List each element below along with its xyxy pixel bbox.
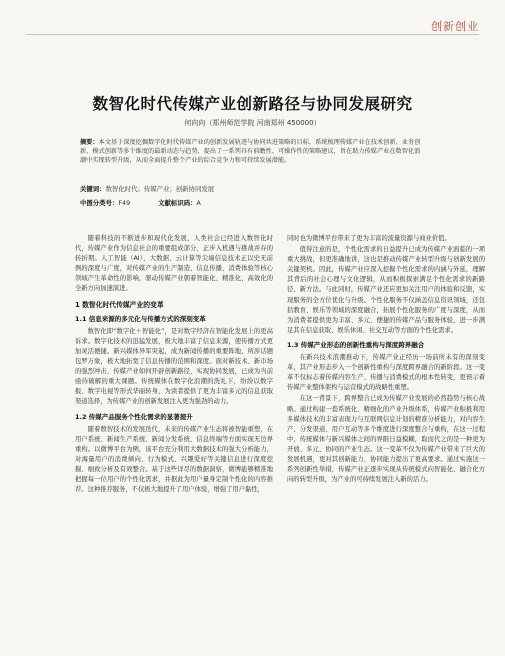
paragraph: 值得注意的是，个性化需求的日益提升已成为传媒产业面临的一项重大挑战，但更准确地讲，这也是推动传媒产业转型升级与创新发展的关键契机。因此，传媒产业应深入挖掘个性化需求的内涵与外延，理解其背后的社会心理与文化逻辑，从而积极探索满足个性化需求的新路径、新方法。与此同时，传媒产业还应更加关注用户的体验和反馈，实现服务的全方位优化与升级。个性化服务不仅涵盖信息资讯领域，还包括教育、娱乐等领域的深度融合，拓展个性化服务的广度与深度，从而为消费者提供更为丰富、多元、便捷的传媒产品与服务体验，进一步满足其在信息获取、娱乐休闲、社交互动等方面的个性化需求。 (287, 246, 485, 334)
right-column (287, 234, 485, 486)
author-line: 何向向（郑州师范学院 河南郑州 450000） (184, 119, 321, 127)
keywords-text: 数智化时代；传媒产业；创新协同发展 (105, 185, 215, 193)
heading-1: 1 数智化时代传媒产业的变革 (75, 300, 164, 309)
heading-1-3: 1.3 传媒产业形态的创新性重构与深度跨界融合 (287, 340, 425, 349)
section-tag: 创新创业 (431, 20, 479, 33)
article-title: 数智化时代传媒产业创新路径与协同发展研究 (92, 95, 413, 113)
paragraph: 在新兴技术浪潮推动下，传媒产业正经历一场前所未有的深刻变革，其产业形态步入一个创新性重构与深度跨界融合的新阶段。这一变革不仅标志着传媒内容生产、传播与消费模式的根本性转变，更预示着传媒产业整体架构与运营模式的战略性重塑。 (287, 354, 485, 392)
paragraph: 数智化即“数字化＋智能化”，是对数字经济在智能化发展上的更高诉求。数字化技术的迅猛发展，极大地丰富了信息来源，使传播方式更加灵活便捷。新兴媒体异军突起，成为新闻传播的重要阵地，所涉话题包罗万象，极大地拓宽了信息传播的范围和深度。面对新技术、新市场的强烈冲击，传媒产业如何开辟创新路径、实现协同发展，已成为当前亟待破解的重大课题。传统媒体在数字化浪潮的洗礼下，纷纷以数字报、数字电视等形式华丽转身，为读者提供了更为丰富多元的信息获取渠道选择，为传媒产业的创新发展注入更为强劲的动力。 (75, 327, 273, 406)
classification-meta (80, 198, 425, 207)
abstract (80, 138, 425, 166)
heading-1-1: 1.1 信息来源的多元化与传播方式的深刻变革 (75, 314, 206, 323)
paragraph: 在这一背景下，跨界整合已成为传媒产业发展的必然趋势与核心战略。通过构建一套系统化、精细化的产业升级体系，传媒产业积极利用多媒体技术的丰富表现力与互联网信息计划的精准分析能力，对内容生产、分发渠道、用户互动等多个维度进行深度整合与重构，在这一过程中，传统媒体与新兴媒体之间的界限日益模糊，取而代之的是一种更为开放、多元、协同的产业生态。这一变革不仅为传媒产业带来了巨大的发展机遇，更对其创新能力、协同能力提出了更高要求。通过实施这一系列创新性举措，传媒产业正逐步实现从传统模式向智能化、融合化方向的转型升级，为产业的可持续发展注入新的活力。 (287, 395, 485, 484)
abstract-label: 摘要： (80, 139, 99, 146)
keywords (80, 184, 425, 193)
heading-1-2: 1.2 传媒产品服务个性化需求的显著提升 (75, 412, 193, 421)
keywords-label: 关键词： (80, 185, 106, 193)
left-column (75, 234, 273, 496)
intro-paragraph: 随着科技的不断进步和现代化发展，人类社会已经进入数智化时代，传媒产业作为信息社会的重要组成部分，正步入机遇与挑战并存的转折期。人工智能（AI）、大数据、云计算等尖端信息技术正以史无前例的深度与广度，对传媒产业的生产制造、信息传播、消费体验等核心领域产生革命性的影响，驱动传媒产业朝着智能化、精准化、高效化的全新方向加速演进。 (75, 235, 273, 293)
top-rule (26, 34, 479, 35)
paragraph: 随着数智技术的发展迭代，未来的传媒产业生态将被智能重塑，在用户系统、新闻生产系统、新闻分发系统、信息终端等方面实现无边界重构。以微博平台为例，该平台充分利用大数据技术的强大分析能力，对海量用户的消费倾向、行为模式、兴趣爱好等关键信息进行深度挖掘、细致分析及有效整合。基于这些详尽的数据洞察，微博能够精准地把握每一位用户的个性化需求，并据此为用户量身定制个性化的内容推荐。这种推荐服务，不仅极大地提升了用户体验，增强了用户黏性， (75, 425, 273, 494)
abstract-text: 本文基于深度挖掘数字化时代传媒产业的创新发展轨迹与协同共进策略的目标，系统梳理传媒产业在技术创新、业务创新、模式创新等多个维度的最新动态与趋势，提出了一系列具有前瞻性、可操作性的策略建议，旨在助力传媒产业在数智化浪潮中实现转型升级，从而全面提升整个产业的综合竞争力和可持续发展潜能。 (80, 139, 421, 165)
paragraph-continued: 同时也为微博平台带来了更为丰富的流量资源与商业价值。 (287, 235, 451, 242)
doc-code-label: 文献标识码： (158, 199, 197, 207)
doc-code-value: A (196, 199, 201, 207)
clc-label: 中图分类号： (80, 199, 119, 207)
clc-value: F49 (118, 199, 131, 207)
